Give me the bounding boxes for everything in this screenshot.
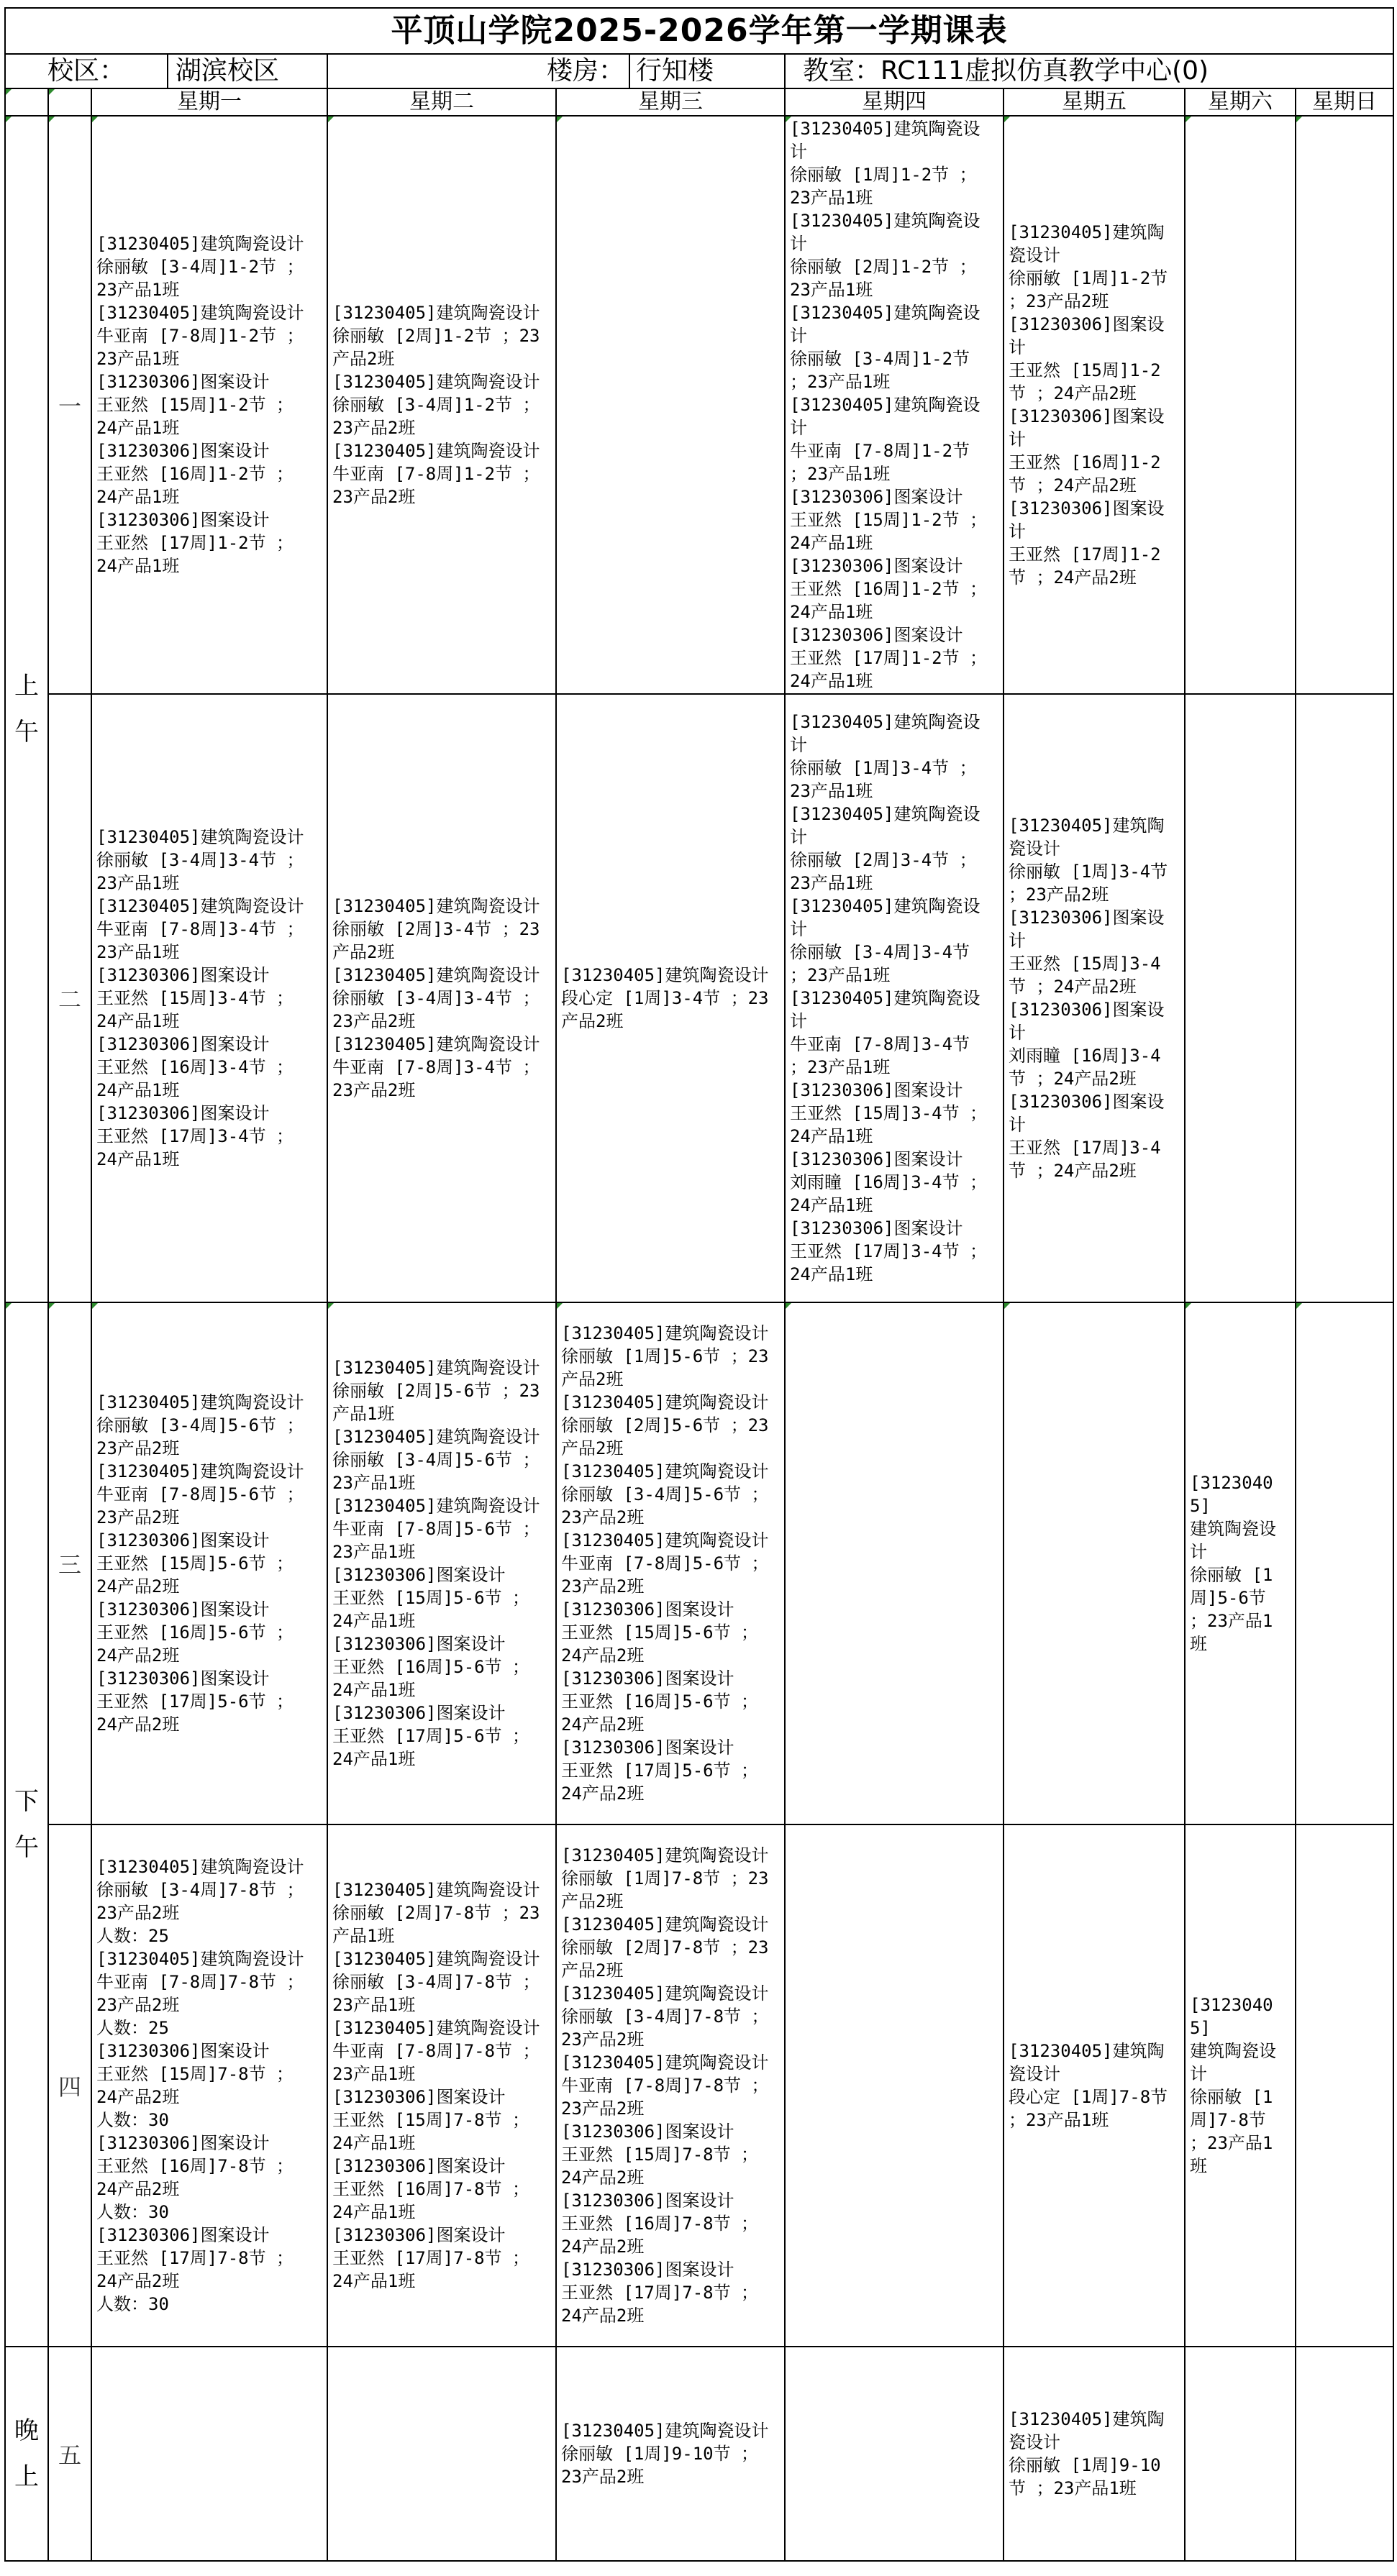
page-title: 平顶山学院2025-2026学年第一学期课表 — [5, 8, 1393, 54]
day-header-row — [5, 88, 1393, 116]
day-header-sun: 星期日 — [1296, 88, 1393, 116]
period-label-5: 五 — [48, 2347, 91, 2561]
schedule-cell-p3-sun — [1296, 1302, 1393, 1824]
day-header-mon: 星期一 — [91, 88, 327, 116]
day-header-thu: 星期四 — [785, 88, 1004, 116]
schedule-cell-p4-tue: [31230405]建筑陶瓷设计 徐丽敏 [2周]7-8节 ；23 产品1班 [31230405]建筑陶瓷设计 徐丽敏 [3-4周]7-8节 ； 23产品1班 [31230405]建筑陶瓷设计 牛亚南 [7-8周]7-8节 ； 23产品1班 [31230306]图案设计 王亚然 [15周]7-8节 ； 24产品1班 [31230306]图案设计 王亚然 [16周]7-8节 ； 24产品1班 [31230306]图案设计 王亚然 [17周]7-8节 ； 24产品1班 — [327, 1824, 556, 2347]
corner-cell — [5, 88, 48, 116]
schedule-cell-p4-sun — [1296, 1824, 1393, 2347]
period-row-5 — [5, 2347, 1393, 2561]
period-label-4: 四 — [48, 1824, 91, 2347]
schedule-cell-p1-fri: [31230405]建筑陶 瓷设计 徐丽敏 [1周]1-2节 ；23产品2班 [31230306]图案设 计 王亚然 [15周]1-2 节 ；24产品2班 [31230306]图案设 计 王亚然 [16周]1-2 节 ；24产品2班 [31230306]图案设 计 王亚然 [17周]1-2 节 ；24产品2班 — [1004, 116, 1185, 694]
room-label: 教室： — [803, 56, 881, 86]
schedule-cell-p3-tue: [31230405]建筑陶瓷设计 徐丽敏 [2周]5-6节 ；23 产品1班 [31230405]建筑陶瓷设计 徐丽敏 [3-4周]5-6节 ； 23产品1班 [31230405]建筑陶瓷设计 牛亚南 [7-8周]5-6节 ； 23产品1班 [31230306]图案设计 王亚然 [15周]5-6节 ； 24产品1班 [31230306]图案设计 王亚然 [16周]5-6节 ； 24产品1班 [31230306]图案设计 王亚然 [17周]5-6节 ； 24产品1班 — [327, 1302, 556, 1824]
schedule-cell-p1-sun — [1296, 116, 1393, 694]
info-row — [5, 54, 1393, 88]
schedule-cell-p2-sat — [1185, 694, 1296, 1302]
timetable-page — [4, 7, 1393, 2562]
schedule-cell-p2-tue: [31230405]建筑陶瓷设计 徐丽敏 [2周]3-4节 ；23 产品2班 [31230405]建筑陶瓷设计 徐丽敏 [3-4周]3-4节 ； 23产品2班 [31230405]建筑陶瓷设计 牛亚南 [7-8周]3-4节 ； 23产品2班 — [327, 694, 556, 1302]
period-row-3 — [5, 1302, 1393, 1824]
schedule-cell-p2-sun — [1296, 694, 1393, 1302]
schedule-cell-p2-wed: [31230405]建筑陶瓷设计 段心定 [1周]3-4节 ；23 产品2班 — [556, 694, 785, 1302]
schedule-cell-p3-mon: [31230405]建筑陶瓷设计 徐丽敏 [3-4周]5-6节 ； 23产品2班 [31230405]建筑陶瓷设计 牛亚南 [7-8周]5-6节 ； 23产品2班 [31230306]图案设计 王亚然 [15周]5-6节 ； 24产品2班 [31230306]图案设计 王亚然 [16周]5-6节 ； 24产品2班 [31230306]图案设计 王亚然 [17周]5-6节 ； 24产品2班 — [91, 1302, 327, 1824]
building-value: 行知楼 — [636, 56, 714, 86]
schedule-cell-p3-thu — [785, 1302, 1004, 1824]
period-label-1: 一 — [48, 116, 91, 694]
half-label-afternoon: 下 午 — [5, 1302, 48, 2347]
schedule-cell-p3-sat: [31230405] 建筑陶瓷设 计 徐丽敏 [1 周]5-6节 ；23产品1 班 — [1185, 1302, 1296, 1824]
schedule-cell-p1-mon: [31230405]建筑陶瓷设计 徐丽敏 [3-4周]1-2节 ； 23产品1班 [31230405]建筑陶瓷设计 牛亚南 [7-8周]1-2节 ； 23产品1班 [31230306]图案设计 王亚然 [15周]1-2节 ； 24产品1班 [31230306]图案设计 王亚然 [16周]1-2节 ； 24产品1班 [31230306]图案设计 王亚然 [17周]1-2节 ； 24产品1班 — [91, 116, 327, 694]
room-cell — [785, 54, 1393, 88]
timetable — [4, 7, 1394, 2562]
schedule-cell-p5-sun — [1296, 2347, 1393, 2561]
period-row-2 — [5, 694, 1393, 1302]
day-header-wed: 星期三 — [556, 88, 785, 116]
period-label-3: 三 — [48, 1302, 91, 1824]
day-header-fri: 星期五 — [1004, 88, 1185, 116]
day-header-tue: 星期二 — [327, 88, 556, 116]
half-label-evening: 晚 上 — [5, 2347, 48, 2561]
corner-cell-2 — [48, 88, 91, 116]
schedule-cell-p3-wed: [31230405]建筑陶瓷设计 徐丽敏 [1周]5-6节 ；23 产品2班 [31230405]建筑陶瓷设计 徐丽敏 [2周]5-6节 ；23 产品2班 [31230405]建筑陶瓷设计 徐丽敏 [3-4周]5-6节 ； 23产品2班 [31230405]建筑陶瓷设计 牛亚南 [7-8周]5-6节 ； 23产品2班 [31230306]图案设计 王亚然 [15周]5-6节 ； 24产品2班 [31230306]图案设计 王亚然 [16周]5-6节 ； 24产品2班 [31230306]图案设计 王亚然 [17周]5-6节 ； 24产品2班 — [556, 1302, 785, 1824]
schedule-cell-p4-mon: [31230405]建筑陶瓷设计 徐丽敏 [3-4周]7-8节 ； 23产品2班 人数：25 [31230405]建筑陶瓷设计 牛亚南 [7-8周]7-8节 ； 23产品2班 人数：25 [31230306]图案设计 王亚然 [15周]7-8节 ； 24产品2班 人数：30 [31230306]图案设计 王亚然 [16周]7-8节 ； 24产品2班 人数：30 [31230306]图案设计 王亚然 [17周]7-8节 ； 24产品2班 人数：30 — [91, 1824, 327, 2347]
room-value: RC111虚拟仿真教学中心(0) — [880, 56, 1209, 86]
schedule-cell-p3-fri — [1004, 1302, 1185, 1824]
campus-label: 校区： — [6, 55, 168, 88]
schedule-cell-p1-wed — [556, 116, 785, 694]
building-label: 楼房： — [328, 55, 630, 88]
schedule-cell-p4-fri: [31230405]建筑陶 瓷设计 段心定 [1周]7-8节 ；23产品1班 — [1004, 1824, 1185, 2347]
schedule-cell-p2-mon: [31230405]建筑陶瓷设计 徐丽敏 [3-4周]3-4节 ； 23产品1班 [31230405]建筑陶瓷设计 牛亚南 [7-8周]3-4节 ； 23产品1班 [31230306]图案设计 王亚然 [15周]3-4节 ； 24产品1班 [31230306]图案设计 王亚然 [16周]3-4节 ； 24产品1班 [31230306]图案设计 王亚然 [17周]3-4节 ； 24产品1班 — [91, 694, 327, 1302]
schedule-cell-p2-thu: [31230405]建筑陶瓷设 计 徐丽敏 [1周]3-4节 ； 23产品1班 [31230405]建筑陶瓷设 计 徐丽敏 [2周]3-4节 ； 23产品1班 [31230405]建筑陶瓷设 计 徐丽敏 [3-4周]3-4节 ；23产品1班 [31230405]建筑陶瓷设 计 牛亚南 [7-8周]3-4节 ；23产品1班 [31230306]图案设计 王亚然 [15周]3-4节 ； 24产品1班 [31230306]图案设计 刘雨瞳 [16周]3-4节 ； 24产品1班 [31230306]图案设计 王亚然 [17周]3-4节 ； 24产品1班 — [785, 694, 1004, 1302]
schedule-cell-p4-thu — [785, 1824, 1004, 2347]
schedule-cell-p5-wed: [31230405]建筑陶瓷设计 徐丽敏 [1周]9-10节 ； 23产品2班 — [556, 2347, 785, 2561]
day-header-sat: 星期六 — [1185, 88, 1296, 116]
campus-value: 湖滨校区 — [176, 56, 280, 86]
schedule-cell-p1-thu: [31230405]建筑陶瓷设 计 徐丽敏 [1周]1-2节 ； 23产品1班 [31230405]建筑陶瓷设 计 徐丽敏 [2周]1-2节 ； 23产品1班 [31230405]建筑陶瓷设 计 徐丽敏 [3-4周]1-2节 ；23产品1班 [31230405]建筑陶瓷设 计 牛亚南 [7-8周]1-2节 ；23产品1班 [31230306]图案设计 王亚然 [15周]1-2节 ； 24产品1班 [31230306]图案设计 王亚然 [16周]1-2节 ； 24产品1班 [31230306]图案设计 王亚然 [17周]1-2节 ； 24产品1班 — [785, 116, 1004, 694]
schedule-cell-p1-tue: [31230405]建筑陶瓷设计 徐丽敏 [2周]1-2节 ；23 产品2班 [31230405]建筑陶瓷设计 徐丽敏 [3-4周]1-2节 ； 23产品2班 [31230405]建筑陶瓷设计 牛亚南 [7-8周]1-2节 ； 23产品2班 — [327, 116, 556, 694]
schedule-cell-p5-fri: [31230405]建筑陶 瓷设计 徐丽敏 [1周]9-10 节 ；23产品1班 — [1004, 2347, 1185, 2561]
schedule-cell-p5-thu — [785, 2347, 1004, 2561]
period-row-1 — [5, 116, 1393, 694]
schedule-cell-p1-sat — [1185, 116, 1296, 694]
period-label-2: 二 — [48, 694, 91, 1302]
schedule-cell-p2-fri: [31230405]建筑陶 瓷设计 徐丽敏 [1周]3-4节 ；23产品2班 [31230306]图案设 计 王亚然 [15周]3-4 节 ；24产品2班 [31230306]图案设 计 刘雨瞳 [16周]3-4 节 ；24产品2班 [31230306]图案设 计 王亚然 [17周]3-4 节 ；24产品2班 — [1004, 694, 1185, 1302]
schedule-cell-p5-tue — [327, 2347, 556, 2561]
building-cell — [327, 54, 785, 88]
schedule-cell-p4-sat: [31230405] 建筑陶瓷设 计 徐丽敏 [1 周]7-8节 ；23产品1 班 — [1185, 1824, 1296, 2347]
period-row-4 — [5, 1824, 1393, 2347]
schedule-cell-p5-mon — [91, 2347, 327, 2561]
schedule-cell-p4-wed: [31230405]建筑陶瓷设计 徐丽敏 [1周]7-8节 ；23 产品2班 [31230405]建筑陶瓷设计 徐丽敏 [2周]7-8节 ；23 产品2班 [31230405]建筑陶瓷设计 徐丽敏 [3-4周]7-8节 ； 23产品2班 [31230405]建筑陶瓷设计 牛亚南 [7-8周]7-8节 ； 23产品2班 [31230306]图案设计 王亚然 [15周]7-8节 ； 24产品2班 [31230306]图案设计 王亚然 [16周]7-8节 ； 24产品2班 [31230306]图案设计 王亚然 [17周]7-8节 ； 24产品2班 — [556, 1824, 785, 2347]
half-label-morning: 上 午 — [5, 116, 48, 1302]
campus-cell — [5, 54, 327, 88]
schedule-cell-p5-sat — [1185, 2347, 1296, 2561]
